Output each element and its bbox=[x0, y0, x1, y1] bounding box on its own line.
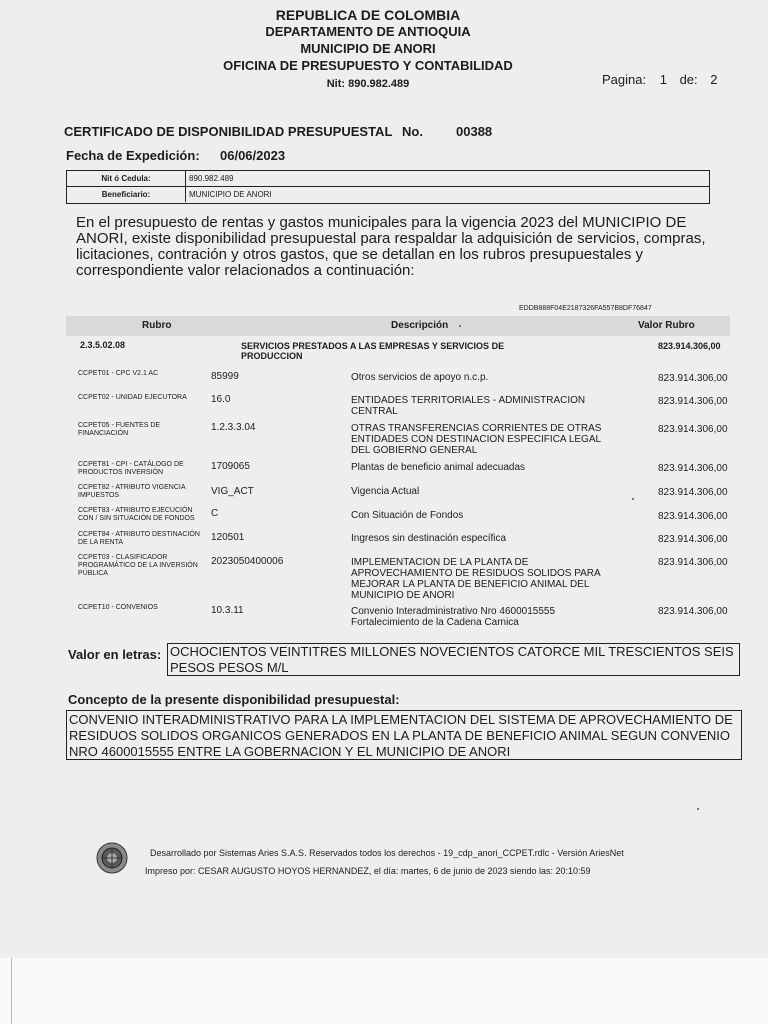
rubro-row-label: CCPET03 - CLASIFICADOR PROGRAMÁTICO DE LA INVERSIÓN PÚBLICA bbox=[78, 554, 198, 577]
company-seal-icon bbox=[96, 842, 128, 874]
footer-printed-by: Impreso por: CESAR AUGUSTO HOYOS HERNANDEZ, el día: martes, 6 de junio de 2023 siendo las: 20:10:59 bbox=[145, 866, 591, 876]
rubro-row-description: IMPLEMENTACION DE LA PLANTA DE APROVECHAMIENTO DE RESIDUOS SOLIDOS PARA MEJORAR LA PLANTA DE BENEFICIO ANIMAL DEL MUNICIPIO DE ANORI bbox=[351, 557, 601, 601]
rubro-row-description: Plantas de beneficio animal adecuadas bbox=[351, 462, 526, 473]
issue-date-row bbox=[66, 148, 286, 163]
below-page-edge bbox=[11, 958, 12, 1024]
rubro-row-description: Otros servicios de apoyo n.c.p. bbox=[351, 372, 489, 383]
rubro-row-label: CCPET05 - FUENTES DE FINANCIACIÓN bbox=[78, 422, 161, 437]
rubro-row-label: CCPET02 - UNIDAD EJECUTORA bbox=[78, 394, 187, 401]
header-nit: Nit: 890.982.489 bbox=[326, 78, 410, 90]
header-municipality: MUNICIPIO DE ANORI bbox=[300, 41, 436, 56]
scan-speck bbox=[632, 498, 634, 500]
rubro-row-code: 1.2.3.3.04 bbox=[211, 422, 256, 433]
issue-date-value: 06/06/2023 bbox=[220, 148, 286, 163]
column-rubro: Rubro bbox=[142, 320, 172, 331]
amount-in-words-box: OCHOCIENTOS VEINTITRES MILLONES NOVECIENTOS CATORCE MIL TRESCIENTOS SEIS PESOS PESOS M/L bbox=[167, 643, 740, 676]
rubro-row-label: CCPET10 - CONVENIOS bbox=[78, 604, 158, 611]
intro-paragraph: En el presupuesto de rentas y gastos municipales para la vigencia 2023 del MUNICIPIO DE ANORI, existe disponibilidad presupuestal para respaldar la adquisición de servicios, compras, licitaciones, contración y otros gastos, que se detallan en los rubros presupuestales y correspondiente valor relacionados a continuación: bbox=[76, 214, 706, 279]
main-rubro-description: SERVICIOS PRESTADOS A LAS EMPRESAS Y SERVICIOS DE PRODUCCION bbox=[241, 341, 505, 361]
rubro-row-value: 823.914.306,00 bbox=[658, 606, 728, 617]
footer-developed-by: Desarrollado por Sistemas Aries S.A.S. Reservados todos los derechos - 19_cdp_anori_CCPET.rdlc - Versión AriesNet bbox=[150, 848, 624, 858]
scan-speck bbox=[459, 325, 461, 327]
rubro-row-code: 2023050400006 bbox=[211, 556, 284, 567]
rubro-row-label: CCPET84 - ATRIBUTO DESTINACIÓN DE LA RENTA bbox=[78, 531, 200, 546]
main-rubro-code: 2.3.5.02.08 bbox=[80, 340, 126, 350]
table-header bbox=[66, 316, 730, 336]
concept-box: CONVENIO INTERADMINISTRATIVO PARA LA IMPLEMENTACION DEL SISTEMA DE APROVECHAMIENTO DE RESIDUOS SOLIDOS ORGANICOS GENERADOS EN LA PLANTA DE BENEFICIO ANIMAL SEGUN CONVENIO NRO 4600015555 ENTRE LA GOBERNACION Y EL MUNICIPIO DE ANORI bbox=[66, 710, 742, 760]
header-department: DEPARTAMENTO DE ANTIOQUIA bbox=[265, 24, 471, 39]
header-office: OFICINA DE PRESUPUESTO Y CONTABILIDAD bbox=[223, 58, 513, 73]
pagination-of-label: de: bbox=[679, 72, 698, 87]
column-descripcion: Descripción bbox=[391, 320, 449, 331]
certificate-number: 00388 bbox=[456, 124, 493, 139]
rubro-row-value: 823.914.306,00 bbox=[658, 534, 728, 545]
certificate-title-row bbox=[64, 124, 493, 139]
rubro-row-value: 823.914.306,00 bbox=[658, 396, 728, 407]
rubro-row-description: OTRAS TRANSFERENCIAS CORRIENTES DE OTRAS ENTIDADES CON DESTINACION ESPECIFICA LEGAL DEL GOBIERNO GENERAL bbox=[351, 423, 602, 456]
rubro-row-description: Vigencia Actual bbox=[351, 486, 420, 497]
header-country: REPUBLICA DE COLOMBIA bbox=[275, 7, 461, 23]
beneficiary-row bbox=[67, 187, 709, 202]
scan-speck bbox=[697, 808, 699, 810]
rubro-row-label: CCPET01 - CPC V2.1 AC bbox=[78, 370, 159, 377]
pagination-total: 2 bbox=[710, 72, 718, 87]
rubro-row-value: 823.914.306,00 bbox=[658, 463, 728, 474]
rubro-row-value: 823.914.306,00 bbox=[658, 424, 728, 435]
issue-date-label: Fecha de Expedición: bbox=[66, 148, 200, 163]
rubro-row-description: Ingresos sin destinación específica bbox=[351, 533, 507, 544]
rubro-row-value: 823.914.306,00 bbox=[658, 511, 728, 522]
rubro-row-label: CCPET81 - CPI - CATÁLOGO DE PRODUCTOS INVERSIÓN bbox=[78, 461, 184, 476]
rubro-row-code: 120501 bbox=[211, 532, 245, 543]
beneficiary-value: MUNICIPIO DE ANORI bbox=[189, 190, 272, 199]
rubro-row-value: 823.914.306,00 bbox=[658, 487, 728, 498]
column-valor: Valor Rubro bbox=[638, 320, 695, 331]
rubro-row-code: 10.3.11 bbox=[211, 605, 244, 616]
pagination-current: 1 bbox=[659, 72, 667, 87]
rubro-row-description: Convenio Interadministrativo Nro 4600015555 Fortalecimiento de la Cadena Carnica bbox=[351, 606, 556, 628]
certificate-title: CERTIFICADO DE DISPONIBILIDAD PRESUPUESTAL bbox=[64, 124, 393, 139]
below-page-area bbox=[0, 958, 768, 1024]
nit-row bbox=[67, 171, 709, 187]
nit-label: Nit ó Cedula: bbox=[67, 171, 186, 186]
beneficiary-label: Beneficiario: bbox=[67, 187, 186, 202]
concept-label: Concepto de la presente disponibilidad presupuestal: bbox=[68, 692, 400, 707]
rubro-row-value: 823.914.306,00 bbox=[658, 373, 728, 384]
amount-in-words-label: Valor en letras: bbox=[68, 647, 162, 662]
rubro-row-description: ENTIDADES TERRITORIALES - ADMINISTRACION CENTRAL bbox=[351, 395, 586, 417]
rubro-row-value: 823.914.306,00 bbox=[658, 557, 728, 568]
beneficiary-box bbox=[66, 170, 710, 204]
rubro-row-code: 16.0 bbox=[211, 394, 231, 405]
rubro-row-code: VIG_ACT bbox=[211, 486, 254, 497]
certificate-no-label: No. bbox=[402, 124, 423, 139]
pagination-label: Pagina: bbox=[602, 72, 647, 87]
rubro-row-code: 85999 bbox=[211, 371, 239, 382]
rubro-row-label: CCPET83 - ATRIBUTO EJECUCIÓN CON / SIN SITUACIÓN DE FONDOS bbox=[78, 507, 195, 522]
rubro-row-label: CCPET82 - ATRIBUTO VIGENCIA IMPUESTOS bbox=[78, 484, 186, 499]
pagination bbox=[602, 72, 718, 87]
nit-value: 890.982.489 bbox=[189, 174, 234, 183]
document-hash: EDDB888F04E2187326FA557B8DF76847 bbox=[519, 305, 652, 312]
rubro-row-code: C bbox=[211, 508, 219, 519]
main-rubro-value: 823.914.306,00 bbox=[658, 341, 721, 351]
rubro-row-description: Con Situación de Fondos bbox=[351, 510, 464, 521]
rubro-row-code: 1709065 bbox=[211, 461, 250, 472]
